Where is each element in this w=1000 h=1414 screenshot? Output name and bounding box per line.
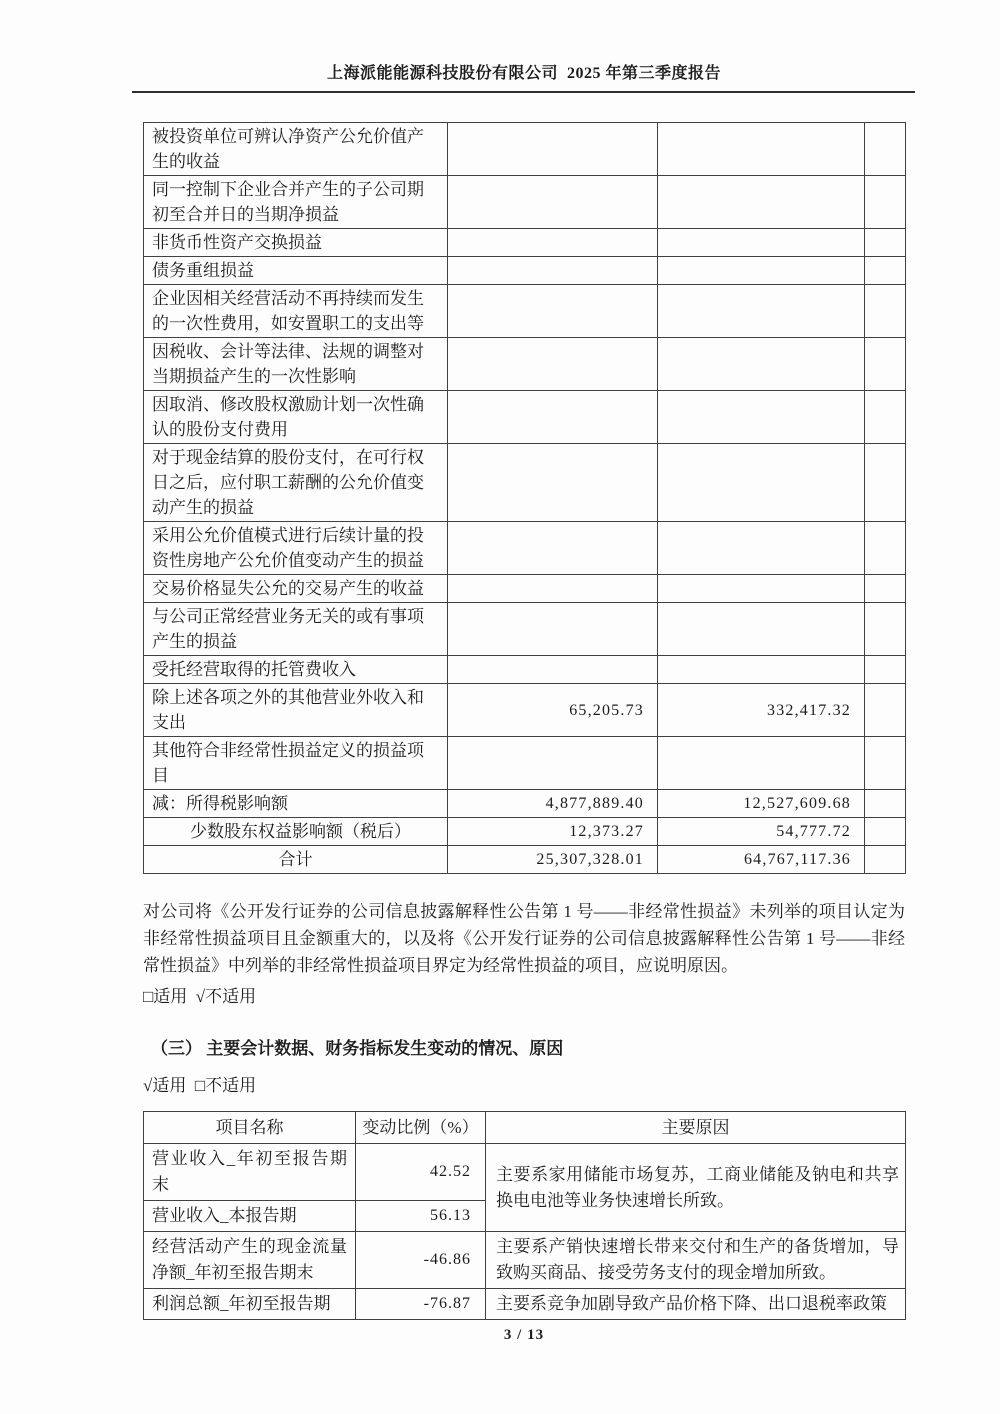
table-row bbox=[144, 656, 906, 684]
item-name-cell: 利润总额_年初至报告期 bbox=[144, 1289, 356, 1320]
amount-col2-cell: 12,527,609.68 bbox=[658, 790, 865, 818]
change-pct-cell: -46.86 bbox=[356, 1232, 486, 1289]
main-reason-cell: 主要系家用储能市场复苏，工商业储能及钠电和共享换电电池等业务快速增长所致。 bbox=[486, 1144, 906, 1232]
amount-col1-cell: 65,205.73 bbox=[448, 684, 658, 737]
item-name-cell: 对于现金结算的股份支付，在可行权日之后，应付职工薪酬的公允价值变动产生的损益 bbox=[144, 444, 448, 522]
changes-table-body bbox=[144, 1144, 906, 1320]
table-row bbox=[144, 1232, 906, 1289]
header-row bbox=[144, 1112, 906, 1144]
amount-col1-cell: 4,877,889.40 bbox=[448, 790, 658, 818]
item-name-cell: 因税收、会计等法律、法规的调整对当期损益产生的一次性影响 bbox=[144, 338, 448, 391]
note-cell bbox=[865, 684, 906, 737]
amount-col2-cell bbox=[658, 338, 865, 391]
amount-col2-cell: 332,417.32 bbox=[658, 684, 865, 737]
page-number: 3 / 13 bbox=[503, 1327, 545, 1343]
item-name-cell: 被投资单位可辨认净资产公允价值产生的收益 bbox=[144, 123, 448, 176]
header-divider bbox=[132, 91, 915, 93]
amount-col1-cell bbox=[448, 229, 658, 257]
amount-col1-cell: 12,373.27 bbox=[448, 818, 658, 846]
amount-col2-cell bbox=[658, 575, 865, 603]
amount-col1-cell: 25,307,328.01 bbox=[448, 846, 658, 874]
changes-and-reasons-table bbox=[143, 1111, 906, 1320]
amount-col1-cell bbox=[448, 338, 658, 391]
table-row bbox=[144, 684, 906, 737]
table-row bbox=[144, 575, 906, 603]
note-cell bbox=[865, 790, 906, 818]
item-name-cell: 债务重组损益 bbox=[144, 257, 448, 285]
table-row bbox=[144, 123, 906, 176]
note-cell bbox=[865, 338, 906, 391]
note-cell bbox=[865, 575, 906, 603]
item-name-cell: 因取消、修改股权激励计划一次性确认的股份支付费用 bbox=[144, 391, 448, 444]
table-row bbox=[144, 737, 906, 790]
table-row bbox=[144, 818, 906, 846]
note-cell bbox=[865, 285, 906, 338]
note-cell bbox=[865, 656, 906, 684]
table-row bbox=[144, 1289, 906, 1320]
item-name-cell: 交易价格显失公允的交易产生的收益 bbox=[144, 575, 448, 603]
table-row bbox=[144, 338, 906, 391]
table-row bbox=[144, 1144, 906, 1201]
amount-col1-cell bbox=[448, 522, 658, 575]
change-pct-cell: 42.52 bbox=[356, 1144, 486, 1201]
section-heading: （三） 主要会计数据、财务指标发生变动的情况、原因 bbox=[151, 1039, 564, 1058]
amount-col1-cell bbox=[448, 737, 658, 790]
item-name-cell: 营业收入_本报告期 bbox=[144, 1201, 356, 1232]
item-name-cell: 受托经营取得的托管费收入 bbox=[144, 656, 448, 684]
amount-col1-cell bbox=[448, 603, 658, 656]
item-name-cell: 减：所得税影响额 bbox=[144, 790, 448, 818]
note-cell bbox=[865, 846, 906, 874]
note-cell bbox=[865, 522, 906, 575]
table-row bbox=[144, 285, 906, 338]
note-cell bbox=[865, 603, 906, 656]
main-reason-cell: 主要系竞争加剧导致产品价格下降、出口退税率政策 bbox=[486, 1289, 906, 1320]
amount-col1-cell bbox=[448, 285, 658, 338]
applicability-line-1: □适用 √不适用 bbox=[143, 987, 257, 1006]
table-row bbox=[144, 229, 906, 257]
amount-col2-cell bbox=[658, 229, 865, 257]
amount-col2-cell: 64,767,117.36 bbox=[658, 846, 865, 874]
item-name-cell: 采用公允价值模式进行后续计量的投资性房地产公允价值变动产生的损益 bbox=[144, 522, 448, 575]
note-cell bbox=[865, 444, 906, 522]
item-name-cell: 合计 bbox=[144, 846, 448, 874]
table-row bbox=[144, 257, 906, 285]
item-name-cell: 其他符合非经常性损益定义的损益项目 bbox=[144, 737, 448, 790]
note-cell bbox=[865, 123, 906, 176]
note-cell bbox=[865, 737, 906, 790]
table-row bbox=[144, 790, 906, 818]
amount-col2-cell bbox=[658, 522, 865, 575]
amount-col2-cell: 54,777.72 bbox=[658, 818, 865, 846]
change-pct-cell: -76.87 bbox=[356, 1289, 486, 1320]
page-content bbox=[143, 0, 905, 1344]
item-name-cell: 少数股东权益影响额（税后） bbox=[144, 818, 448, 846]
non-recurring-items-table bbox=[143, 122, 906, 874]
note-cell bbox=[865, 229, 906, 257]
note-cell bbox=[865, 176, 906, 229]
col-header-change-pct: 变动比例（%） bbox=[356, 1112, 486, 1144]
amount-col2-cell bbox=[658, 737, 865, 790]
amount-col1-cell bbox=[448, 257, 658, 285]
amount-col2-cell bbox=[658, 391, 865, 444]
table-row bbox=[144, 846, 906, 874]
item-name-cell: 非货币性资产交换损益 bbox=[144, 229, 448, 257]
note-cell bbox=[865, 257, 906, 285]
explanation-paragraph: 对公司将《公开发行证券的公司信息披露解释性公告第 1 号——非经常性损益》未列举的项目认定为非经常性损益项目且金额重大的，以及将《公开发行证券的公司信息披露解释性公告第 1 号——非经常性损益》中列举的非经常性损益项目界定为经常性损益的项目，应说明原因。 bbox=[143, 902, 905, 975]
amount-col1-cell bbox=[448, 656, 658, 684]
item-name-cell: 与公司正常经营业务无关的或有事项产生的损益 bbox=[144, 603, 448, 656]
item-name-cell: 除上述各项之外的其他营业外收入和支出 bbox=[144, 684, 448, 737]
change-pct-cell: 56.13 bbox=[356, 1201, 486, 1232]
amount-col1-cell bbox=[448, 575, 658, 603]
page-header-title: 上海派能能源科技股份有限公司 2025 年第三季度报告 bbox=[326, 65, 721, 82]
table-row bbox=[144, 176, 906, 229]
amount-col2-cell bbox=[658, 603, 865, 656]
item-name-cell: 经营活动产生的现金流量净额_年初至报告期末 bbox=[144, 1232, 356, 1289]
note-cell bbox=[865, 391, 906, 444]
item-name-cell: 企业因相关经营活动不再持续而发生的一次性费用，如安置职工的支出等 bbox=[144, 285, 448, 338]
table-row bbox=[144, 603, 906, 656]
table-row bbox=[144, 391, 906, 444]
applicability-line-2: √适用 □不适用 bbox=[143, 1076, 257, 1095]
amount-col1-cell bbox=[448, 391, 658, 444]
table-row bbox=[144, 522, 906, 575]
amount-col2-cell bbox=[658, 285, 865, 338]
col-header-main-reason: 主要原因 bbox=[486, 1112, 906, 1144]
amount-col2-cell bbox=[658, 444, 865, 522]
col-header-item-name: 项目名称 bbox=[144, 1112, 356, 1144]
amount-col2-cell bbox=[658, 176, 865, 229]
table-row bbox=[144, 444, 906, 522]
main-reason-cell: 主要系产销快速增长带来交付和生产的备货增加，导致购买商品、接受劳务支付的现金增加所致。 bbox=[486, 1232, 906, 1289]
amount-col2-cell bbox=[658, 656, 865, 684]
amount-col1-cell bbox=[448, 123, 658, 176]
item-name-cell: 营业收入_年初至报告期末 bbox=[144, 1144, 356, 1201]
note-cell bbox=[865, 818, 906, 846]
amount-col1-cell bbox=[448, 176, 658, 229]
item-name-cell: 同一控制下企业合并产生的子公司期初至合并日的当期净损益 bbox=[144, 176, 448, 229]
changes-table-header bbox=[144, 1112, 906, 1144]
amount-col1-cell bbox=[448, 444, 658, 522]
amount-col2-cell bbox=[658, 257, 865, 285]
non-recurring-items-table-body bbox=[144, 123, 906, 874]
amount-col2-cell bbox=[658, 123, 865, 176]
